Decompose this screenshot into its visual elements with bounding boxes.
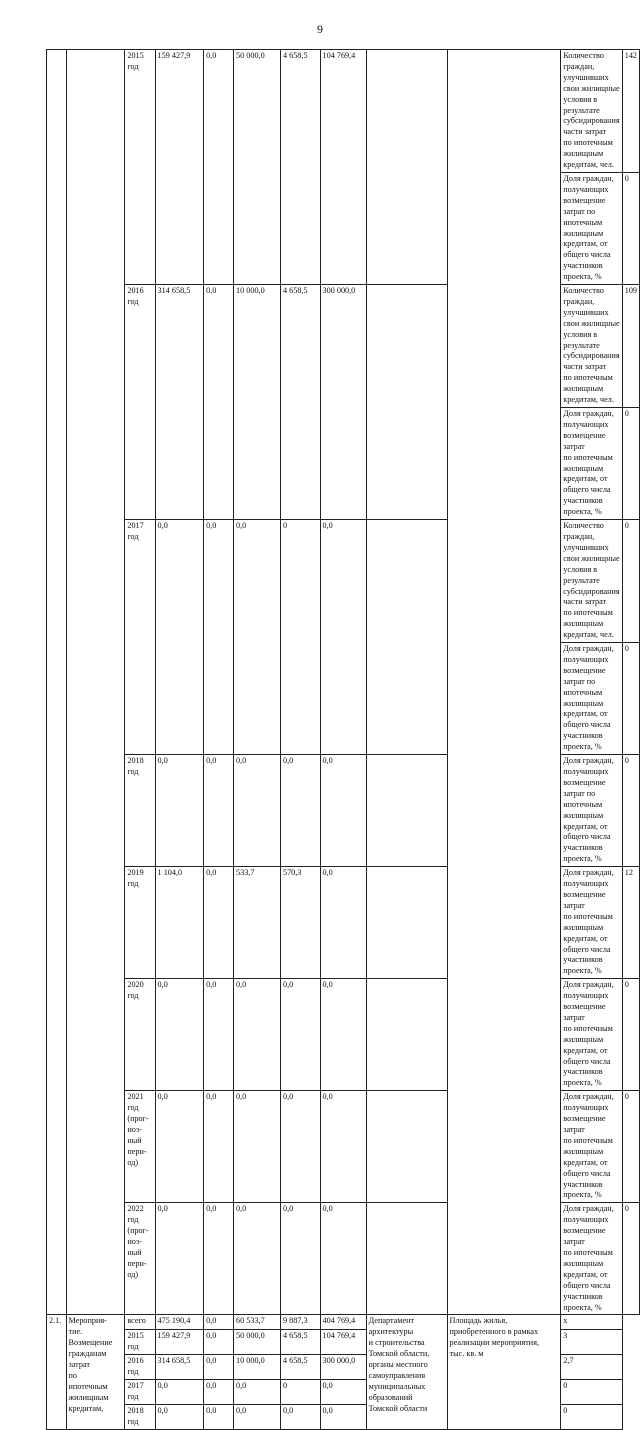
empty-cell: [366, 979, 447, 1091]
budget-cell: 0,0: [204, 1404, 234, 1429]
budget-cell: 50 000,0: [234, 1330, 281, 1355]
total-cell: 0,0: [155, 1203, 204, 1315]
indicator-cell: Доля граждан, получающих возмещение затрат по ипотечным жилищным кредитам, от общего числа участников проекта, %: [561, 867, 622, 979]
budget-cell: 0,0: [280, 1404, 320, 1429]
budget-cell: 0: [280, 520, 320, 755]
empty-cell: [366, 867, 447, 979]
budget-cell: 0,0: [204, 755, 234, 867]
budget-cell: 533,7: [234, 867, 281, 979]
budget-cell: 0,0: [204, 1315, 234, 1330]
total-cell: 159 427,9: [155, 1330, 204, 1355]
empty-cell: [366, 755, 447, 867]
total-cell: 314 658,5: [155, 285, 204, 520]
year-cell: 2015 год: [125, 1330, 155, 1355]
empty-cell: [447, 50, 561, 1315]
table-row: [47, 50, 640, 173]
budget-cell: 0,0: [204, 520, 234, 755]
indicator-value: 0: [622, 1203, 639, 1315]
empty-cell: [366, 50, 447, 285]
budget-cell: 0,0: [320, 1203, 366, 1315]
budget-cell: 0,0: [280, 1203, 320, 1315]
indicator-cell: Доля граждан, получающих возмещение затрат по ипотечным жилищным кредитам, от общего числа участников проекта, %: [561, 979, 622, 1091]
budget-cell: 0,0: [280, 979, 320, 1091]
empty-cell: [66, 50, 125, 1315]
budget-cell: 4 658,5: [280, 50, 320, 285]
total-cell: 314 658,5: [155, 1355, 204, 1380]
indicator-cell: Количество граждан, улучшивших свои жилищные условия в результате субсидирования части затрат по ипотечным жилищным кредитам, чел.: [561, 520, 622, 643]
indicator-cell: Доля граждан, получающих возмещение затрат по ипотечным жилищным кредитам, от общего числа участников проекта, %: [561, 1091, 622, 1203]
budget-cell: 0,0: [204, 1355, 234, 1380]
budget-cell: 0,0: [204, 867, 234, 979]
budget-cell: 0,0: [234, 1380, 281, 1405]
total-cell: 0,0: [155, 755, 204, 867]
budget-cell: 0,0: [204, 1203, 234, 1315]
budget-cell: 0,0: [280, 755, 320, 867]
year-cell: 2017 год: [125, 1380, 155, 1405]
budget-cell: 0,0: [234, 520, 281, 755]
indicator-value: 0: [622, 979, 639, 1091]
indicator-value: 0: [561, 1380, 622, 1405]
indicator-cell: Количество граждан, улучшивших свои жилищные условия в результате субсидирования части затрат по ипотечным жилищным кредитам, чел.: [561, 50, 622, 173]
budget-cell: 0: [280, 1380, 320, 1405]
indicator-value: 142: [622, 50, 639, 173]
measure-indicator: Площадь жилья, приобретенного в рамках реализации мероприятия, тыс. кв. м: [447, 1315, 561, 1429]
budget-cell: 0,0: [204, 979, 234, 1091]
indicator-value: 12: [622, 867, 639, 979]
indicator-cell: Доля граждан, получающих возмещение затрат по ипотечным жилищным кредитам, от общего числа участников проекта, %: [561, 755, 622, 867]
total-cell: 1 104,0: [155, 867, 204, 979]
budget-cell: 50 000,0: [234, 50, 281, 285]
indicator-value: 0: [622, 172, 639, 284]
empty-cell: [47, 50, 67, 1315]
total-cell: 0,0: [155, 1404, 204, 1429]
indicator-cell: Доля граждан, получающих возмещение затрат по ипотечным жилищным кредитам, от общего числа участников проекта, %: [561, 643, 622, 755]
year-cell: 2022 год (прог- ноз- ный пери- од): [125, 1203, 155, 1315]
indicator-value: 2,7: [561, 1355, 622, 1380]
empty-cell: [366, 1203, 447, 1315]
page-number: 9: [317, 22, 323, 36]
budget-cell: 0,0: [320, 755, 366, 867]
empty-cell: [366, 285, 447, 520]
budget-cell: 0,0: [320, 867, 366, 979]
budget-cell: 0,0: [320, 520, 366, 755]
budget-cell: 0,0: [320, 1380, 366, 1405]
budget-cell: 0,0: [234, 979, 281, 1091]
budget-cell: 0,0: [204, 50, 234, 285]
budget-cell: 0,0: [280, 1091, 320, 1203]
indicator-value: 0: [561, 1404, 622, 1429]
budget-cell: 0,0: [320, 1091, 366, 1203]
budget-cell: 0,0: [320, 1404, 366, 1429]
budget-cell: 570,3: [280, 867, 320, 979]
year-cell: 2016 год: [125, 1355, 155, 1380]
total-cell: 0,0: [155, 1380, 204, 1405]
year-cell: 2020 год: [125, 979, 155, 1091]
budget-cell: 300 000,0: [320, 285, 366, 520]
budget-cell: 0,0: [204, 1380, 234, 1405]
total-cell: 0,0: [155, 520, 204, 755]
year-cell: 2018 год: [125, 755, 155, 867]
budget-cell: 10 000,0: [234, 1355, 281, 1380]
year-cell: 2018 год: [125, 1404, 155, 1429]
total-cell: 159 427,9: [155, 50, 204, 285]
indicator-cell: Доля граждан, получающих возмещение затрат по ипотечным жилищным кредитам, от общего числа участников проекта, %: [561, 1203, 622, 1315]
program-table: [46, 49, 640, 1430]
indicator-value: 0: [622, 408, 639, 520]
budget-cell: 104 769,4: [320, 1330, 366, 1355]
indicator-cell: Доля граждан, получающих возмещение затрат по ипотечным жилищным кредитам, от общего числа участников проекта, %: [561, 408, 622, 520]
total-cell: 0,0: [155, 979, 204, 1091]
indicator-value: x: [561, 1315, 622, 1330]
indicator-value: 0: [622, 520, 639, 643]
budget-cell: 0,0: [234, 1091, 281, 1203]
year-cell: 2015 год: [125, 50, 155, 285]
budget-cell: 4 658,5: [280, 285, 320, 520]
budget-cell: 300 000,0: [320, 1355, 366, 1380]
budget-cell: 104 769,4: [320, 50, 366, 285]
indicator-cell: Доля граждан, получающих возмещение затрат по ипотечным жилищным кредитам, от общего числа участников проекта, %: [561, 172, 622, 284]
budget-cell: 60 533,7: [234, 1315, 281, 1330]
budget-cell: 0,0: [234, 1203, 281, 1315]
budget-cell: 4 658,5: [280, 1355, 320, 1380]
indicator-value: 0: [622, 1091, 639, 1203]
budget-cell: 0,0: [234, 755, 281, 867]
budget-cell: 0,0: [234, 1404, 281, 1429]
indicator-value: 3: [561, 1330, 622, 1355]
budget-cell: 0,0: [204, 285, 234, 520]
total-cell: 0,0: [155, 1091, 204, 1203]
budget-cell: 0,0: [204, 1330, 234, 1355]
total-cell: 475 190,4: [155, 1315, 204, 1330]
table-body: [47, 50, 640, 1430]
budget-cell: 9 887,3: [280, 1315, 320, 1330]
year-cell: 2019 год: [125, 867, 155, 979]
budget-cell: 4 658,5: [280, 1330, 320, 1355]
measure-number: 2.1.: [47, 1315, 67, 1429]
measure-row: [47, 1315, 640, 1330]
year-cell: всего: [125, 1315, 155, 1330]
budget-cell: 10 000,0: [234, 285, 281, 520]
budget-cell: 404 769,4: [320, 1315, 366, 1330]
executor-cell: Департамент архитектуры и строительства Томской области, органы местного самоуправления муниципальных образований Томской области: [366, 1315, 447, 1429]
indicator-value: 109: [622, 285, 639, 408]
budget-cell: 0,0: [320, 979, 366, 1091]
indicator-value: 0: [622, 755, 639, 867]
indicator-value: 0: [622, 643, 639, 755]
empty-cell: [366, 1091, 447, 1203]
budget-cell: 0,0: [204, 1091, 234, 1203]
empty-cell: [366, 520, 447, 755]
measure-name: Мероприя- тие. Возмещение гражданам затрат по ипотечным жилищным кредитам,: [66, 1315, 125, 1429]
indicator-cell: Количество граждан, улучшивших свои жилищные условия в результате субсидирования части затрат по ипотечным жилищным кредитам, чел.: [561, 285, 622, 408]
year-cell: 2016 год: [125, 285, 155, 520]
year-cell: 2021 год (прог- ноз- ный пери- од): [125, 1091, 155, 1203]
year-cell: 2017 год: [125, 520, 155, 755]
